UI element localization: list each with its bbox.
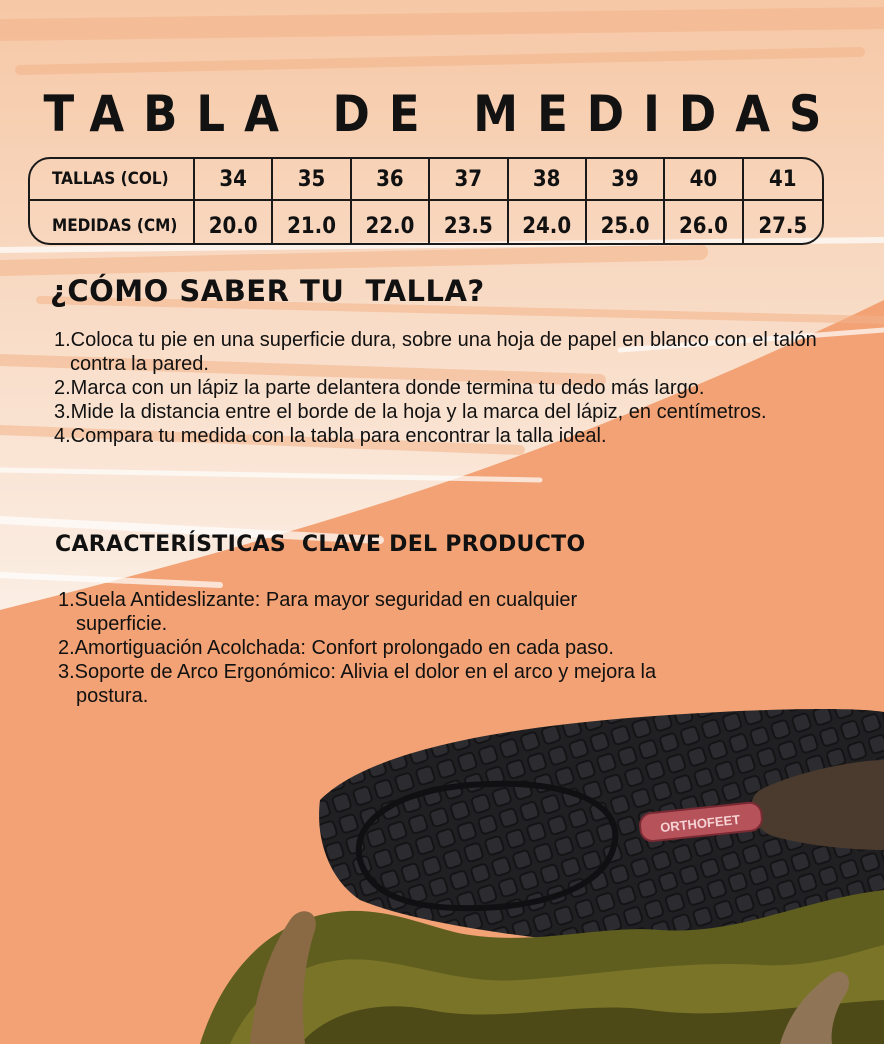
features-title: CARACTERÍSTICAS CLAVE DEL PRODUCTO [55, 532, 586, 557]
measure-cell: 27.5 [758, 213, 808, 239]
size-cell: 34 [195, 159, 273, 201]
size-cell: 38 [509, 159, 587, 201]
size-cell: 41 [744, 159, 822, 201]
measure-cell: 20.0 [195, 201, 273, 243]
step-item: 2.Marca con un lápiz la parte delantera donde termina tu dedo más largo. [54, 377, 705, 399]
step-item: 1.Coloca tu pie en una superficie dura, sobre una hoja de papel en blanco con el talón contra la pared. [54, 329, 817, 375]
how-to-title: ¿CÓMO SABER TU TALLA? [50, 274, 485, 308]
step-item: 3.Mide la distancia entre el borde de la hoja y la marca del lápiz, en centímetros. [54, 401, 767, 423]
svg-text:ORTHOFEET: ORTHOFEET [659, 811, 741, 836]
measure-cell: 26.0 [665, 201, 743, 243]
row-label-measures: MEDIDAS (CM) [30, 201, 195, 243]
size-table [28, 157, 824, 245]
measure-cell: 25.0 [587, 201, 665, 243]
size-cell: 36 [352, 159, 430, 201]
measure-cell: 24.0 [509, 201, 587, 243]
size-cell: 39 [587, 159, 665, 201]
feature-item: 3.Soporte de Arco Ergonómico: Alivia el dolor en el arco y mejora la postura. [58, 661, 657, 707]
size-cell: 37 [430, 159, 508, 201]
feature-item: 2.Amortiguación Acolchada: Confort prolongado en cada paso. [58, 637, 614, 659]
feature-item: 1.Suela Antideslizante: Para mayor seguridad en cualquier superficie. [58, 589, 578, 635]
measure-cell: 23.5 [430, 201, 508, 243]
step-item: 4.Compara tu medida con la tabla para encontrar la talla ideal. [54, 425, 607, 447]
page-title: TABLA DE MEDIDAS [43, 85, 841, 143]
size-cell: 40 [665, 159, 743, 201]
row-label-sizes: TALLAS (COL) [30, 159, 195, 201]
how-to-steps [54, 328, 854, 448]
size-cell: 35 [273, 159, 351, 201]
measure-cell: 22.0 [352, 201, 430, 243]
features-list [58, 588, 668, 708]
measure-cell: 21.0 [273, 201, 351, 243]
